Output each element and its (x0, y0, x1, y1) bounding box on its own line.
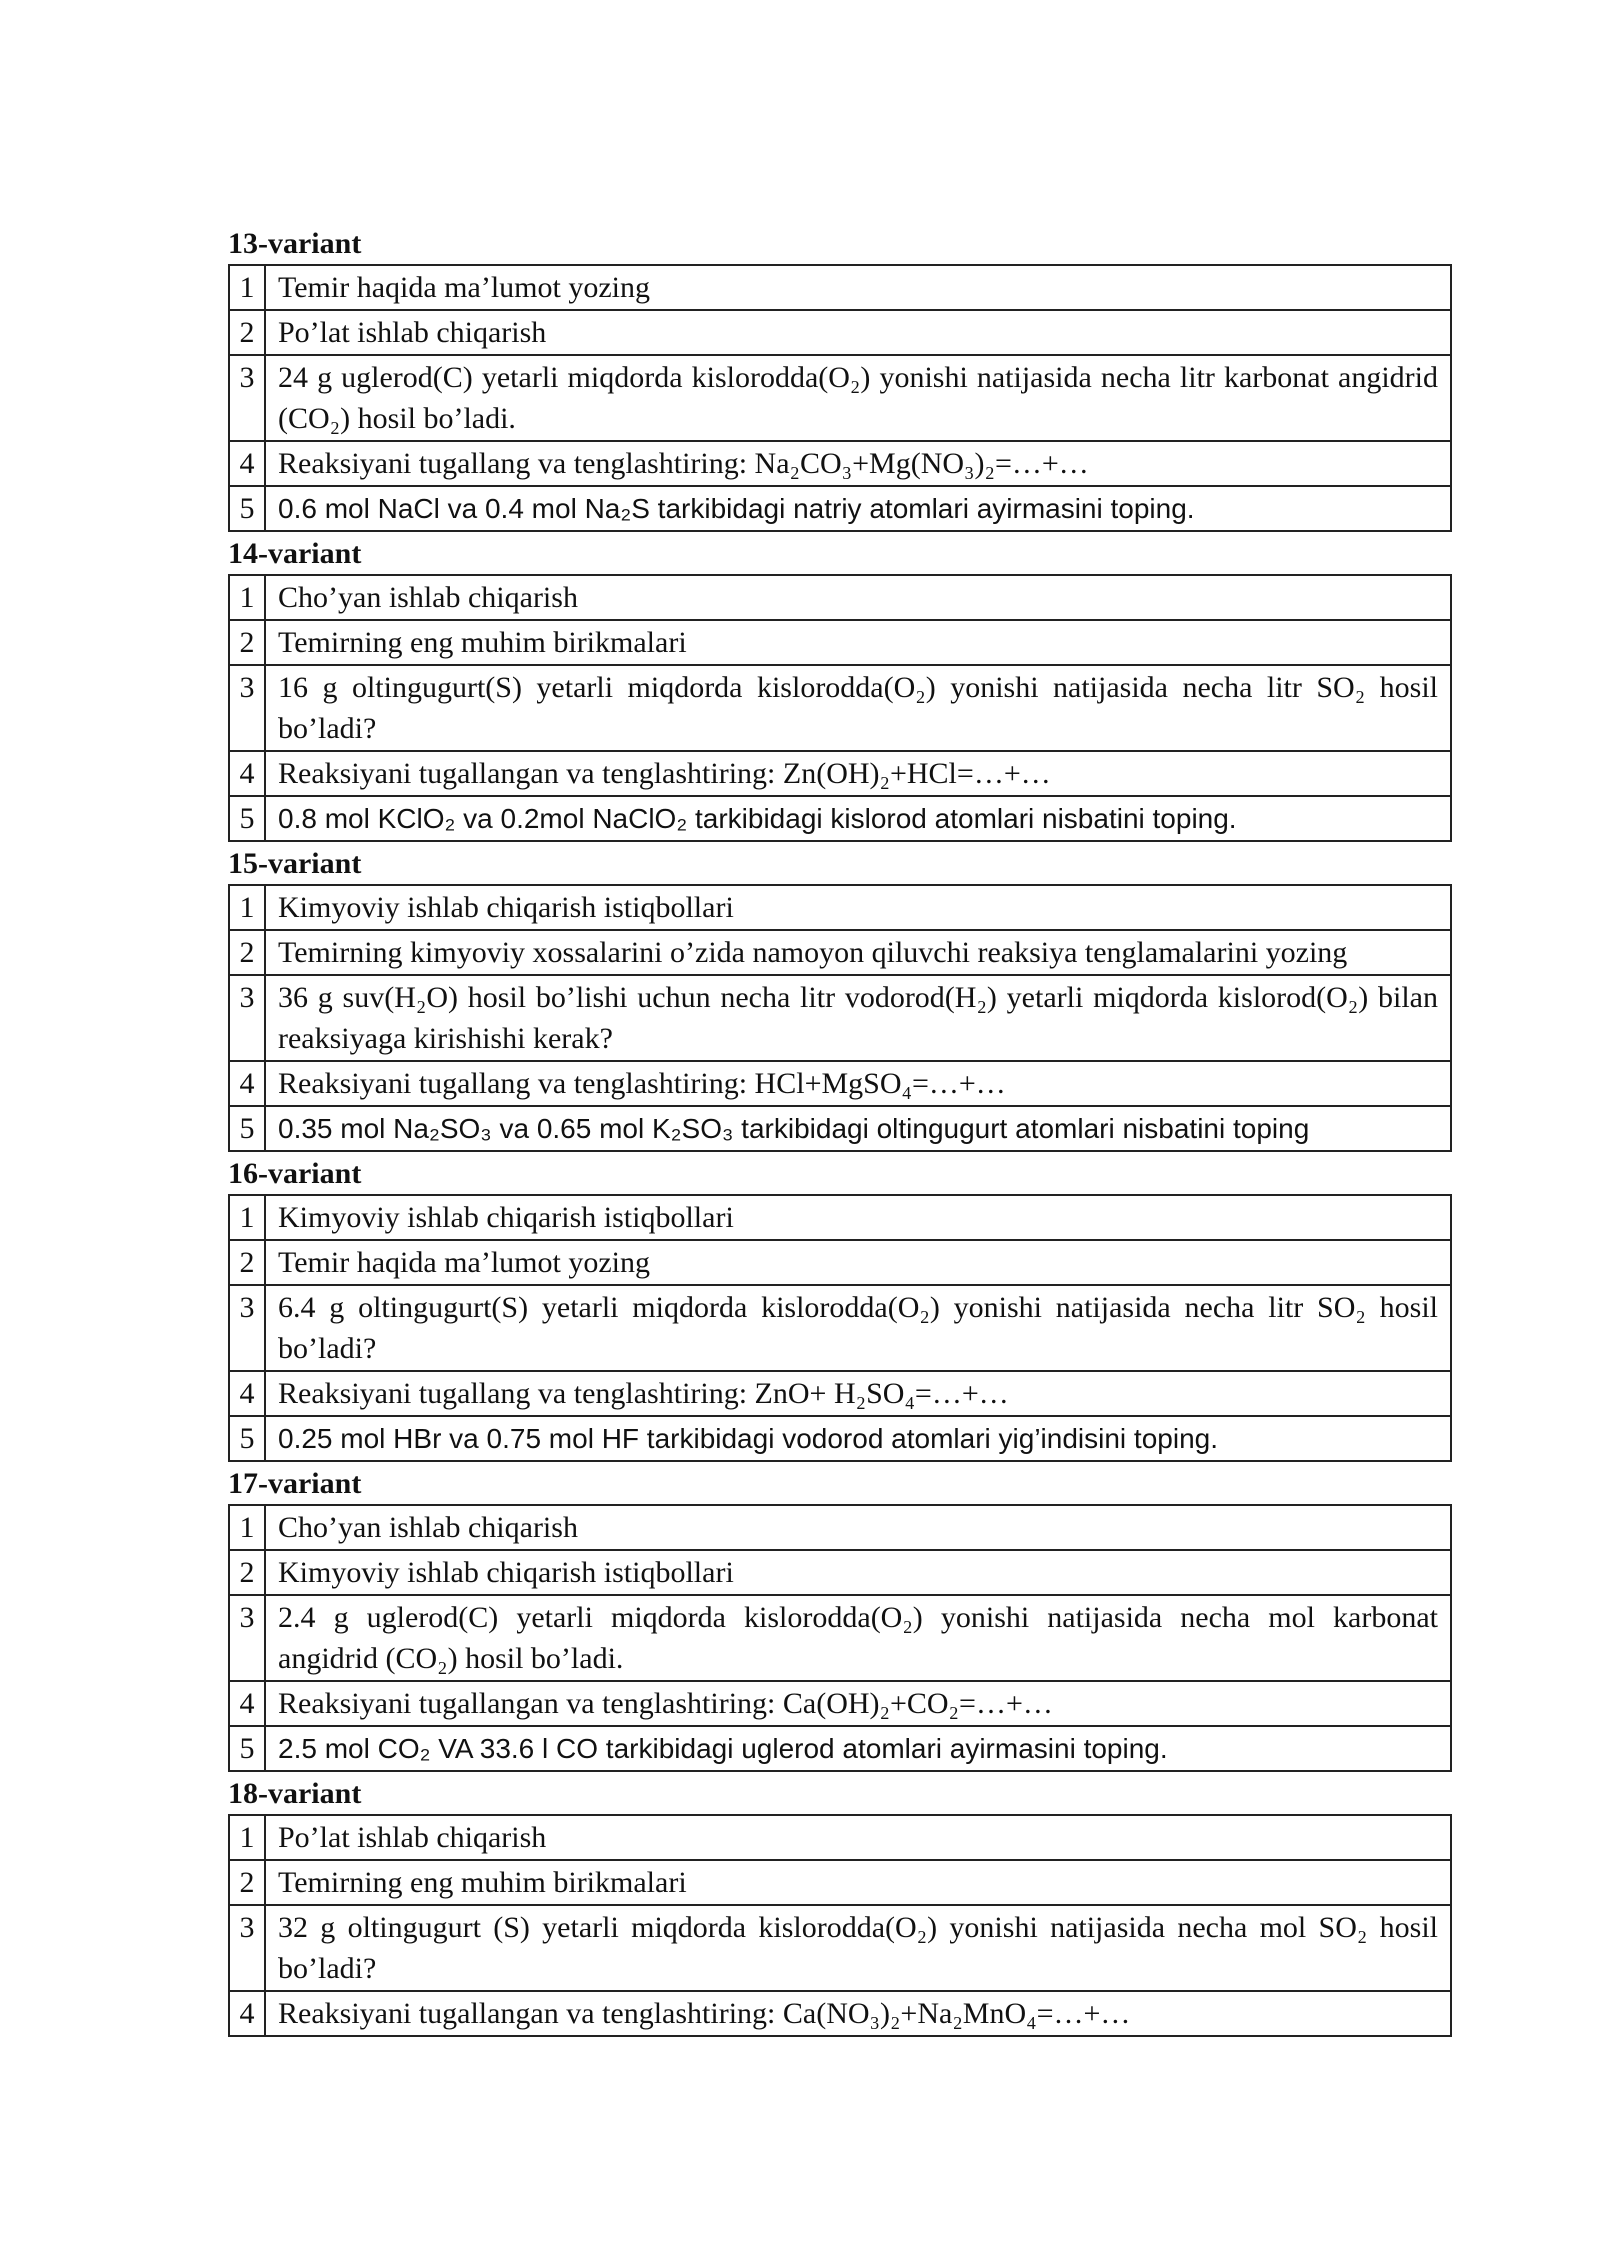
variant-title: 15-variant (228, 847, 362, 880)
question-row (229, 620, 1451, 665)
question-text (265, 930, 1451, 975)
question-text (265, 796, 1451, 841)
question-row (229, 1061, 1451, 1106)
question-row (229, 1905, 1451, 1991)
variant-title: 14-variant (228, 537, 362, 570)
question-text-content: 0.25 mol HBr va 0.75 mol HF tarkibidagi vodorod atomlari yig’indisini toping. (278, 1423, 1218, 1454)
question-text (265, 486, 1451, 531)
question-text-content: 2.4 g uglerod(C) yetarli miqdorda kislorodda(O₂) yonishi natijasida necha mol karbonat angidrid (CO₂) hosil bo’ladi. (278, 1601, 1438, 1675)
question-number: 3 (229, 1905, 265, 1991)
question-number: 2 (229, 1550, 265, 1595)
question-row (229, 1416, 1451, 1461)
question-text (265, 1991, 1451, 2036)
question-text (265, 1905, 1451, 1991)
question-text (265, 975, 1451, 1061)
question-number: 1 (229, 1815, 265, 1860)
variant-table (228, 264, 1452, 532)
question-text (265, 1195, 1451, 1240)
question-number: 2 (229, 620, 265, 665)
question-text (265, 1285, 1451, 1371)
variant-title: 18-variant (228, 1777, 362, 1810)
document-page (228, 226, 1452, 2041)
question-row (229, 885, 1451, 930)
question-number: 2 (229, 310, 265, 355)
question-row (229, 1106, 1451, 1151)
question-text-content: Cho’yan ishlab chiqarish (278, 1511, 578, 1544)
question-number: 1 (229, 1195, 265, 1240)
question-number: 4 (229, 1681, 265, 1726)
question-number: 2 (229, 1240, 265, 1285)
question-text-content: Reaksiyani tugallang va tenglashtiring: ZnO+ H₂SO₄=…+… (278, 1377, 1009, 1410)
question-text-content: 0.6 mol NaCl va 0.4 mol Na₂S tarkibidagi natriy atomlari ayirmasini toping. (278, 493, 1195, 524)
question-text-content: Reaksiyani tugallang va tenglashtiring: HCl+MgSO₄=…+… (278, 1067, 1006, 1100)
question-number: 2 (229, 930, 265, 975)
question-number: 1 (229, 1505, 265, 1550)
question-text (265, 620, 1451, 665)
question-text-content: Temirning eng muhim birikmalari (278, 1866, 687, 1899)
question-text (265, 665, 1451, 751)
question-number: 4 (229, 1061, 265, 1106)
question-text-content: 6.4 g oltingugurt(S) yetarli miqdorda kislorodda(O₂) yonishi natijasida necha litr SO₂ hosil bo’ladi? (278, 1291, 1438, 1365)
question-text (265, 1505, 1451, 1550)
question-text-content: 16 g oltingugurt(S) yetarli miqdorda kislorodda(O₂) yonishi natijasida necha litr SO₂ hosil bo’ladi? (278, 671, 1438, 745)
question-text (265, 751, 1451, 796)
question-number: 5 (229, 1106, 265, 1151)
variant-table (228, 1814, 1452, 2037)
variant-table (228, 574, 1452, 842)
variant-title: 13-variant (228, 227, 362, 260)
question-number: 3 (229, 355, 265, 441)
question-row (229, 1860, 1451, 1905)
question-text (265, 441, 1451, 486)
question-number: 4 (229, 1991, 265, 2036)
question-text-content: Kimyoviy ishlab chiqarish istiqbollari (278, 891, 734, 924)
question-number: 3 (229, 1285, 265, 1371)
question-row (229, 796, 1451, 841)
question-text-content: 0.8 mol KClO₂ va 0.2mol NaClO₂ tarkibidagi kislorod atomlari nisbatini toping. (278, 803, 1237, 834)
question-text (265, 1550, 1451, 1595)
question-number: 4 (229, 441, 265, 486)
question-row (229, 975, 1451, 1061)
question-number: 1 (229, 885, 265, 930)
question-row (229, 310, 1451, 355)
question-number: 3 (229, 665, 265, 751)
question-number: 1 (229, 575, 265, 620)
question-text-content: Temir haqida ma’lumot yozing (278, 1246, 650, 1279)
question-text (265, 265, 1451, 310)
variant-table (228, 1194, 1452, 1462)
question-text (265, 575, 1451, 620)
question-row (229, 1991, 1451, 2036)
question-number: 5 (229, 796, 265, 841)
question-text-content: Cho’yan ishlab chiqarish (278, 581, 578, 614)
question-row (229, 1371, 1451, 1416)
question-text-content: 32 g oltingugurt (S) yetarli miqdorda kislorodda(O₂) yonishi natijasida necha mol SO₂ hosil bo’ladi? (278, 1911, 1438, 1985)
question-row (229, 1726, 1451, 1771)
question-row (229, 665, 1451, 751)
question-number: 3 (229, 975, 265, 1061)
variant-table (228, 1504, 1452, 1772)
question-row (229, 1595, 1451, 1681)
question-number: 4 (229, 751, 265, 796)
question-text (265, 1240, 1451, 1285)
question-row (229, 751, 1451, 796)
question-text (265, 885, 1451, 930)
variant-title: 16-variant (228, 1157, 362, 1190)
question-text-content: 0.35 mol Na₂SO₃ va 0.65 mol K₂SO₃ tarkibidagi oltingugurt atomlari nisbatini toping (278, 1113, 1310, 1144)
question-row (229, 1550, 1451, 1595)
variant-title: 17-variant (228, 1467, 362, 1500)
question-text-content: Reaksiyani tugallangan va tenglashtiring: Ca(NO₃)₂+Na₂MnO₄=…+… (278, 1997, 1131, 2030)
question-number: 2 (229, 1860, 265, 1905)
question-text (265, 1681, 1451, 1726)
question-row (229, 1815, 1451, 1860)
question-row (229, 265, 1451, 310)
question-row (229, 575, 1451, 620)
question-number: 5 (229, 1726, 265, 1771)
question-text-content: Temirning kimyoviy xossalarini o’zida namoyon qiluvchi reaksiya tenglamalarini yozing (278, 936, 1348, 969)
question-number: 5 (229, 486, 265, 531)
question-number: 1 (229, 265, 265, 310)
question-text-content: Po’lat ishlab chiqarish (278, 316, 547, 349)
question-text (265, 1416, 1451, 1461)
question-row (229, 1681, 1451, 1726)
question-text (265, 1860, 1451, 1905)
question-number: 3 (229, 1595, 265, 1681)
question-row (229, 1195, 1451, 1240)
question-number: 5 (229, 1416, 265, 1461)
question-text (265, 310, 1451, 355)
question-row (229, 1505, 1451, 1550)
question-text (265, 1106, 1451, 1151)
question-row (229, 1240, 1451, 1285)
question-text (265, 1595, 1451, 1681)
question-text-content: Temirning eng muhim birikmalari (278, 626, 687, 659)
question-number: 4 (229, 1371, 265, 1416)
question-text-content: Temir haqida ma’lumot yozing (278, 271, 650, 304)
question-text-content: Po’lat ishlab chiqarish (278, 1821, 547, 1854)
question-text-content: 36 g suv(H₂O) hosil bo’lishi uchun necha litr vodorod(H₂) yetarli miqdorda kislorod(O₂) bilan reaksiyaga kirishishi kerak? (278, 981, 1438, 1055)
variant-table (228, 884, 1452, 1152)
question-text (265, 355, 1451, 441)
question-text (265, 1371, 1451, 1416)
question-text-content: Kimyoviy ishlab chiqarish istiqbollari (278, 1556, 734, 1589)
question-row (229, 930, 1451, 975)
question-text-content: Reaksiyani tugallangan va tenglashtiring: Ca(OH)₂+CO₂=…+… (278, 1687, 1053, 1720)
question-row (229, 1285, 1451, 1371)
question-row (229, 355, 1451, 441)
question-text-content: Reaksiyani tugallang va tenglashtiring: Na₂CO₃+Mg(NO₃)₂=…+… (278, 447, 1089, 480)
question-row (229, 441, 1451, 486)
question-text-content: Reaksiyani tugallangan va tenglashtiring: Zn(OH)₂+HCl=…+… (278, 757, 1051, 790)
question-text-content: Kimyoviy ishlab chiqarish istiqbollari (278, 1201, 734, 1234)
question-text (265, 1726, 1451, 1771)
question-text (265, 1815, 1451, 1860)
question-text (265, 1061, 1451, 1106)
question-text-content: 2.5 mol CO₂ VA 33.6 l CO tarkibidagi uglerod atomlari ayirmasini toping. (278, 1733, 1168, 1764)
question-text-content: 24 g uglerod(C) yetarli miqdorda kislorodda(O₂) yonishi natijasida necha litr karbonat angidrid (CO₂) hosil bo’ladi. (278, 361, 1438, 435)
question-row (229, 486, 1451, 531)
